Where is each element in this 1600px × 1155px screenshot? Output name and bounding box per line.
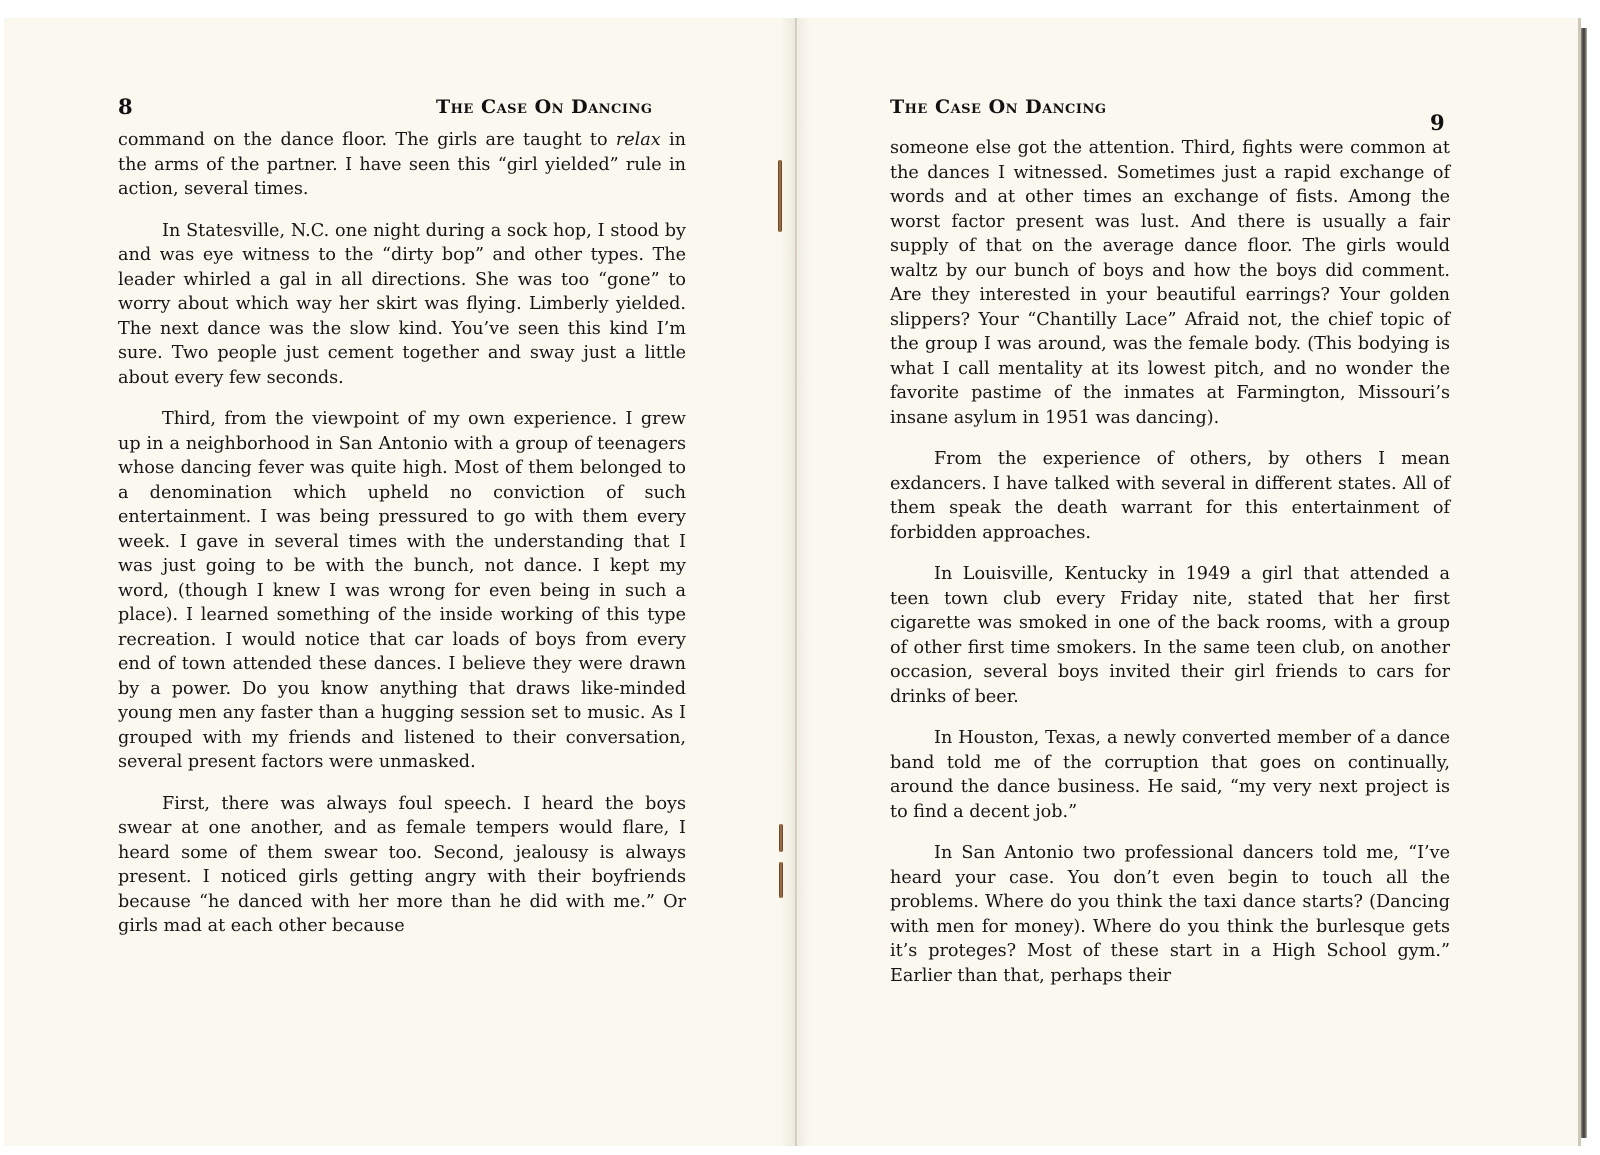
- paragraph: Third, from the viewpoint of my own experience. I grew up in a neighborhood in San Antonio with a group of teenagers whose dancing fever was quite high. Most of them belonged to a denomination which upheld no conviction of such entertainment. I was being pressured to go with them every week. I gave in several times with the understanding that I was just going to be with the bunch, not dance. I kept my word, (though I knew I was wrong for even being in such a place). I learned something of the inside working of this type recreation. I would notice that car loads of boys from every end of town attended these dances. I believe they were drawn by a power. Do you know anything that draws like-minded young men any faster than a hugging session set to music. As I grouped with my friends and listened to their conversation, several present factors were unmasked.: [118, 409, 686, 772]
- staple-top: [778, 160, 782, 232]
- paragraph: First, there was always foul speech. I heard the boys swear at one another, and as female tempers would flare, I heard some of them swear too. Second, jealousy is always present. I noticed girls getting angry with their boyfriends because “he danced with her more than he did with me.” Or girls mad at each other because: [118, 793, 686, 936]
- paragraph: In Statesville, N.C. one night during a sock hop, I stood by and was eye witness to the “dirty bop” and other types. The leader whirled a gal in all directions. She was too “gone” to worry about which way her skirt was flying. Limberly yielded. The next dance was the slow kind. You’ve seen this kind I’m sure. Two people just cement together and sway just a little about every few seconds.: [118, 220, 686, 388]
- running-head-right: The Case On Dancing: [890, 96, 1107, 118]
- paragraph: In Houston, Texas, a newly converted member of a dance band told me of the corruption that goes on continually, around the dance business. He said, “my very next project is to find a decent job.”: [890, 728, 1450, 822]
- page-number-left: 8: [118, 94, 133, 119]
- paragraph: In Louisville, Kentucky in 1949 a girl that attended a teen town club every Friday nite, stated that her first cigarette was smoked in one of the back rooms, with a group of other first time smokers. In the same teen club, on another occasion, several boys invited their girl friends to cars for drinks of beer.: [890, 564, 1450, 707]
- right-page-body: [890, 136, 1450, 1005]
- left-page-body: [118, 128, 686, 956]
- running-head-left: The Case On Dancing: [436, 96, 653, 118]
- paragraph: command on the dance floor. The girls are taught to relax in the arms of the partner. I have seen this “girl yielded” rule in action, several times.: [118, 130, 686, 199]
- paragraph: In San Antonio two professional dancers told me, “I’ve heard your case. You don’t even begin to touch all the problems. Where do you think the taxi dance starts? (Dancing with men for money). Where do you think the burlesque gets it’s proteges? Most of these start in a High School gym.” Earlier than that, perhaps their: [890, 843, 1450, 986]
- emphasis-relax: relax: [615, 130, 661, 150]
- paragraph: From the experience of others, by others I mean exdancers. I have talked with several in different states. All of them speak the death warrant for this entertainment of forbidden approaches.: [890, 449, 1450, 543]
- paragraph: someone else got the attention. Third, fights were common at the dances I witnessed. Sometimes just a rapid exchange of words and at other times an exchange of fists. Among the worst factor present was lust. And there is usually a fair supply of that on the average dance floor. The girls would waltz by our bunch of boys and how the boys did comment. Are they interested in your beautiful earrings? Your golden slippers? Your “Chantilly Lace” Afraid not, the chief topic of the group I was around, was the female body. (This bodying is what I call mentality at its lowest pitch, and no wonder the favorite pastime of the inmates at Farmington, Missouri’s insane asylum in 1951 was dancing).: [890, 138, 1450, 428]
- staple-bottom: [779, 824, 783, 852]
- staple-bottom-2: [779, 862, 783, 898]
- page-edge: [1581, 28, 1587, 1138]
- page-number-right: 9: [1430, 110, 1445, 135]
